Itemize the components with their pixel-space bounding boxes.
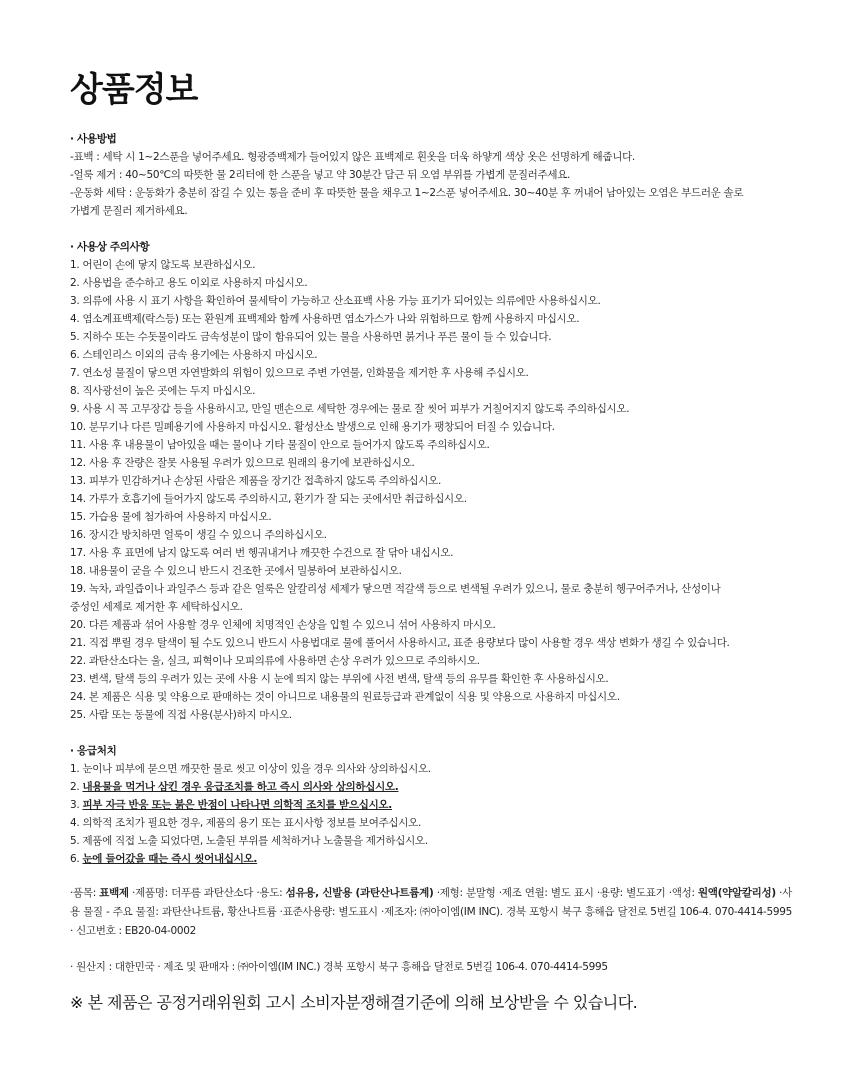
emphasized-text: 내용물을 먹거나 삼킨 경우 응급조치를 하고 즉시 의사와 상의하십시오. xyxy=(82,781,399,793)
spec-text: ·사용 물질 - 주요 물질: 과탄산나트륨, 황산나트륨 ·표준사용량: 별도표시 ·제조자: ㈜아이엠(IM INC). 경북 포항시 북구 흥해읍 달전로 5번길 106-4. 070-4414-5995 · 신고번호 : EB20-04-0002 xyxy=(70,887,793,937)
usage-line: 가볍게 문질러 제거하세요. xyxy=(70,205,188,217)
caution-item: 12. 사용 후 잔량은 잘못 사용될 우려가 있으므로 원래의 용기에 보관하십시오. xyxy=(70,457,415,469)
first-aid-item xyxy=(70,850,792,868)
caution-item: 11. 사용 후 내용물이 남아있을 때는 물이나 기타 물질이 안으로 들어가지 않도록 주의하십시오. xyxy=(70,439,490,451)
first-aid-item: 4. 의학적 조치가 필요한 경우, 제품의 용기 또는 표시사항 정보를 보여주십시오. xyxy=(70,817,422,829)
page-title: 상품정보 xyxy=(70,70,198,110)
spec-text: ·품목: xyxy=(70,887,100,899)
caution-item: 20. 다른 제품과 섞어 사용할 경우 인체에 치명적인 손상을 입힐 수 있으니 섞어 사용하지 마시오. xyxy=(70,619,496,631)
caution-item: 14. 가루가 호흡기에 들어가지 않도록 주의하시고, 환기가 잘 되는 곳에서만 취급하십시오. xyxy=(70,493,467,505)
product-spec xyxy=(70,884,792,941)
spec-usage: 섬유용, 신발용 (과탄산나트륨계) xyxy=(285,887,434,899)
caution-item: 24. 본 제품은 식용 및 약용으로 판매하는 것이 아니므로 내용물의 원료등급과 관계없이 식용 및 약용으로 사용하지 마십시오. xyxy=(70,691,620,703)
first-aid-section xyxy=(70,742,792,868)
caution-item: 4. 염소계표백제(락스등) 또는 환원계 표백제와 함께 사용하면 염소가스가 나와 위험하므로 함께 사용하지 마십시오. xyxy=(70,313,580,325)
emphasized-text: 눈에 들어갔을 때는 즉시 씻어내십시오. xyxy=(82,853,258,865)
first-aid-heading: · 응급처치 xyxy=(70,745,117,757)
item-number: 6. xyxy=(70,853,83,865)
item-number: 3. xyxy=(70,799,83,811)
caution-item: 8. 직사광선이 높은 곳에는 두지 마십시오. xyxy=(70,385,256,397)
caution-item: 18. 내용물이 굳을 수 있으니 반드시 건조한 곳에서 밀봉하여 보관하십시오. xyxy=(70,565,402,577)
cautions-section xyxy=(70,238,792,724)
caution-item: 10. 분무기나 다른 밀폐용기에 사용하지 마십시오. 활성산소 발생으로 인해 용기가 팽창되어 터질 수 있습니다. xyxy=(70,421,555,433)
compensation-notice: ※ 본 제품은 공정거래위원회 고시 소비자분쟁해결기준에 의해 보상받을 수 있습니다. xyxy=(70,993,638,1012)
caution-item: 13. 피부가 민감하거나 손상된 사람은 제품을 장기간 접촉하지 않도록 주의하십시오. xyxy=(70,475,441,487)
first-aid-item xyxy=(70,778,792,796)
spec-text: ·제형: 분말형 ·제조 연월: 별도 표시 ·용량: 별도표기 ·액성: xyxy=(433,887,698,899)
caution-item: 3. 의류에 사용 시 표기 사항을 확인하여 물세탁이 가능하고 산소표백 사용 가능 표기가 되어있는 의류에만 사용하십시오. xyxy=(70,295,601,307)
first-aid-item: 1. 눈이나 피부에 묻으면 깨끗한 물로 씻고 이상이 있을 경우 의사와 상의하십시오. xyxy=(70,763,431,775)
emphasized-text: 피부 자극 반응 또는 붉은 반점이 나타나면 의학적 조치를 받으십시오. xyxy=(82,799,392,811)
caution-item: 1. 어린이 손에 닿지 않도록 보관하십시오. xyxy=(70,259,256,271)
usage-line: -얼룩 제거 : 40~50℃의 따뜻한 물 2리터에 한 스푼을 넣고 약 30분간 담근 뒤 오염 부위를 가볍게 문질러주세요. xyxy=(70,169,571,181)
caution-item: 23. 변색, 탈색 등의 우려가 있는 곳에 사용 시 눈에 띄지 않는 부위에 사전 변색, 탈색 등의 유무를 확인한 후 사용하십시오. xyxy=(70,673,609,685)
first-aid-item xyxy=(70,796,792,814)
caution-item: 5. 지하수 또는 수돗물이라도 금속성분이 많이 함유되어 있는 물을 사용하면 붉거나 푸른 물이 들 수 있습니다. xyxy=(70,331,552,343)
caution-item: 16. 장시간 방치하면 얼룩이 생길 수 있으니 주의하십시오. xyxy=(70,529,327,541)
caution-item: 22. 과탄산소다는 울, 실크, 피혁이나 모피의류에 사용하면 손상 우려가 있으므로 주의하시오. xyxy=(70,655,480,667)
spec-text: ·제품명: 더푸름 과탄산소다 ·용도: xyxy=(128,887,286,899)
caution-item: 중성인 세제로 제거한 후 세탁하십시오. xyxy=(70,601,243,613)
caution-item: 9. 사용 시 꼭 고무장갑 등을 사용하시고, 만일 맨손으로 세탁한 경우에는 물로 잘 씻어 피부가 거칠어지지 않도록 주의하십시오. xyxy=(70,403,630,415)
caution-item: 17. 사용 후 표면에 남지 않도록 여러 번 헹궈내거나 깨끗한 수건으로 잘 닦아 내십시오. xyxy=(70,547,454,559)
caution-item: 6. 스테인리스 이외의 금속 용기에는 사용하지 마십시오. xyxy=(70,349,318,361)
spec-item-type: 표백제 xyxy=(99,887,129,899)
spec-liquidity: 원액(약알칼리성) xyxy=(697,887,776,899)
caution-item: 25. 사람 또는 동물에 직접 사용(분사)하지 마시오. xyxy=(70,709,292,721)
item-number: 2. xyxy=(70,781,83,793)
usage-line: -운동화 세탁 : 운동화가 충분히 잠길 수 있는 통을 준비 후 따뜻한 물을 채우고 1~2스푼 넣어주세요. 30~40분 후 꺼내어 남아있는 오염은 부드러운 솔로 xyxy=(70,187,744,199)
origin-line: · 원산지 : 대한민국 · 제조 및 판매자 : ㈜아이엠(IM INC.) 경북 포항시 북구 흥해읍 달전로 5번길 106-4. 070-4414-5995 xyxy=(70,961,608,973)
caution-item: 19. 녹차, 과일즙이나 과일주스 등과 같은 얼룩은 알칼리성 세제가 닿으면 적갈색 등으로 변색될 우려가 있으니, 물로 충분히 헹구어주거나, 산성이나 xyxy=(70,583,721,595)
caution-item: 15. 가습용 물에 첨가하여 사용하지 마십시오. xyxy=(70,511,272,523)
cautions-heading: · 사용상 주의사항 xyxy=(70,241,150,253)
caution-item: 21. 직접 뿌릴 경우 탈색이 될 수도 있으니 반드시 사용법대로 물에 풀어서 사용하시고, 표준 용량보다 많이 사용할 경우 색상 변화가 생길 수 있습니다. xyxy=(70,637,730,649)
caution-item: 2. 사용법을 준수하고 용도 이외로 사용하지 마십시오. xyxy=(70,277,308,289)
usage-line: -표백 : 세탁 시 1~2스푼을 넣어주세요. 형광증백제가 들어있지 않은 표백제로 흰옷을 더욱 하얗게 색상 옷은 선명하게 해줍니다. xyxy=(70,151,635,163)
usage-section xyxy=(70,130,792,220)
usage-heading: · 사용방법 xyxy=(70,133,117,145)
caution-item: 7. 연소성 물질이 닿으면 자연발화의 위험이 있으므로 주변 가연물, 인화물을 제거한 후 사용해 주십시오. xyxy=(70,367,529,379)
first-aid-item: 5. 제품에 직접 노출 되었다면, 노출된 부위를 세척하거나 노출물을 제거하십시오. xyxy=(70,835,428,847)
